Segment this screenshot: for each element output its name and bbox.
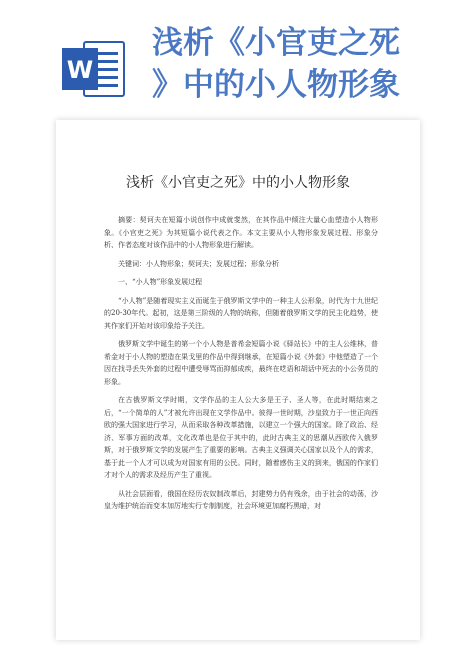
word-doc-icon bbox=[62, 38, 126, 100]
body-paragraph: 在古俄罗斯文学时期，文学作品的主人公大多是王子、圣人等，在此时期结束之后，“一个简单的人”才被允许出现在文学作品中。彼得一世时期，沙皇致力于一世正向西欧的强大国家进行学习，从而采取各种改革措施，以建立一个强大的国家。除了政治、经济、军事方面的改革，文化改革也是位于其中的，此时古典主义的思潮从西欧传入俄罗斯，对于俄罗斯文学的发展产生了重要的影响。古典主义强调关心国家以及个人的需求，基于此一个人才可以成为对国家有用的公民。同时，随着感伤主义的到来，俄国的作家们才对个人的需求及经历产生了重视。 bbox=[104, 396, 378, 479]
abstract-paragraph: 摘要：契诃夫在短篇小说创作中成就斐然，在其作品中倾注大量心血塑造小人物形象。《小官吏之死》为其短篇小说代表之作。本文主要从小人物形象发展过程、形象分析、作者态度对该作品中的小人物形象进行解读。 bbox=[104, 216, 378, 249]
banner-title bbox=[152, 22, 462, 106]
bottom-strip bbox=[0, 645, 474, 669]
banner-title-line2: 》中的小人物形象 bbox=[152, 67, 400, 103]
header-banner bbox=[0, 0, 474, 120]
word-icon-letter: W bbox=[66, 56, 94, 84]
banner-title-line1: 浅析《小官吏之死 bbox=[152, 25, 400, 61]
section-heading: 一、“小人物”形象发展过程 bbox=[118, 278, 203, 286]
body-paragraph: 俄罗斯文学中诞生的第一个小人物是普希金短篇小说《驿站长》中的主人公维林，普希金对于小人物的塑造在果戈里的作品中得到继承，在短篇小说《外套》中他塑造了一个因在找寻丢失外套的过程中遭受辱骂而抑郁成疾，最终在呓语和胡话中死去的小公务员的形象。 bbox=[104, 340, 378, 386]
body-paragraph: 从社会层面看，俄国在经历农奴制改革后，封建势力仍有残余，由于社会的动荡，沙皇为维护统治而变本加厉地实行专制制度，社会环境更加腐朽黑暗，对 bbox=[104, 489, 378, 510]
document-page bbox=[56, 120, 420, 640]
page-title: 浅析《小官吏之死》中的小人物形象 bbox=[126, 175, 350, 191]
body-paragraph: “小人物”是随着现实主义而诞生于俄罗斯文学中的一种主人公形象，时代为十九世纪的20-30年代。起初，这是第三阶级的人物的统称，但随着俄罗斯文学的民主化趋势，使其作家们开始对该印象给予关注。 bbox=[104, 296, 378, 330]
keywords-paragraph: 关键词：小人物形象；契诃夫；发展过程；形象分析 bbox=[118, 259, 279, 268]
document-body bbox=[104, 214, 378, 519]
